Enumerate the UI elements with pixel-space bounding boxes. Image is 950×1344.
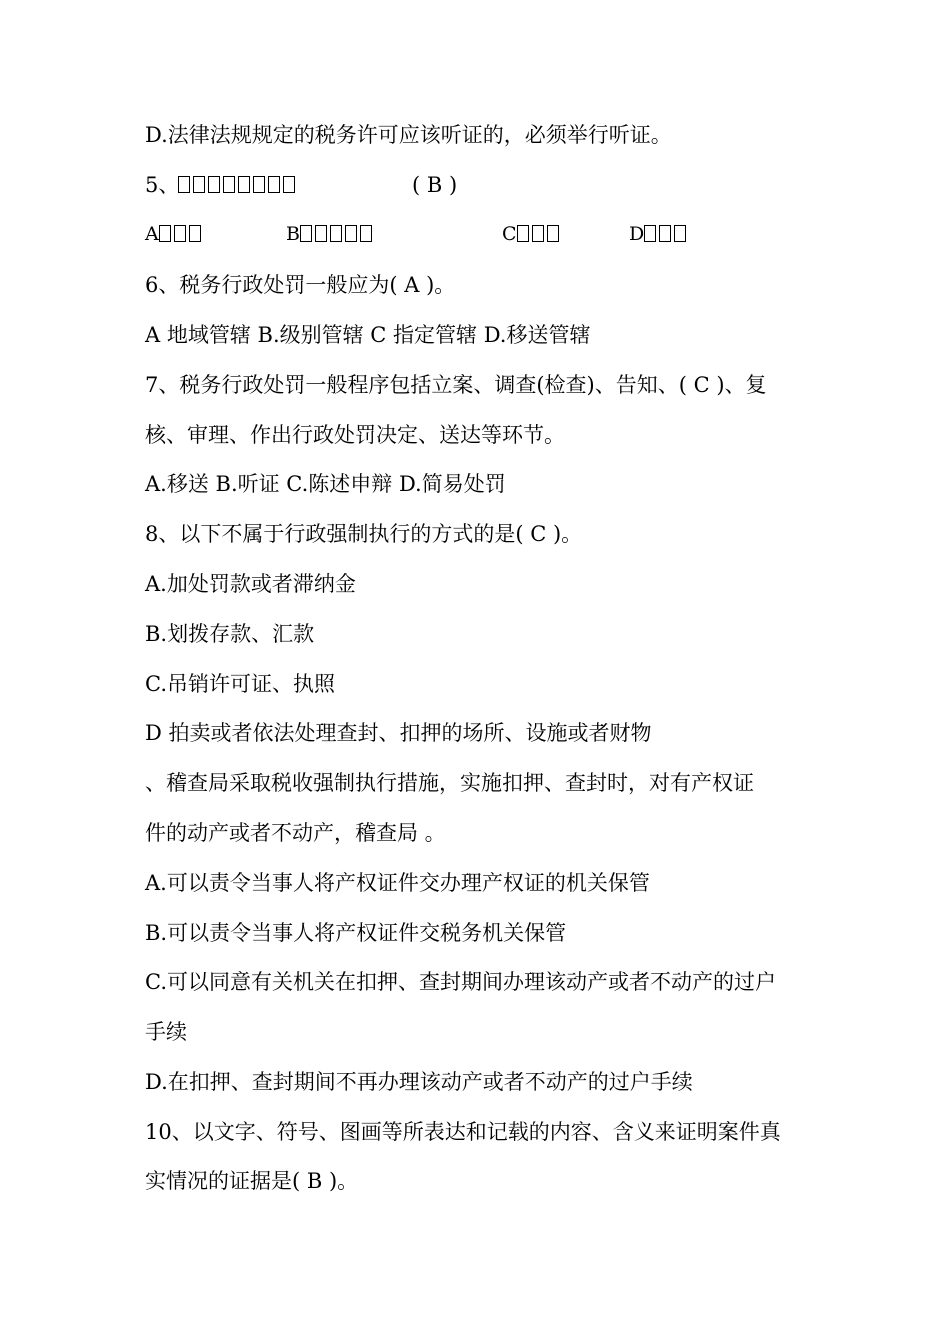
q5-option-c-letter: C [502,223,517,245]
q8-option-a: A.加处罚款或者滞纳金 [145,572,356,596]
q4-option-d: D.法律法规规定的税务许可应该听证的，必须举行听证。 [145,123,672,147]
q9-option-b: B.可以责令当事人将产权证件交税务机关保管 [145,921,567,945]
q5-answer: ( B ) [412,173,458,197]
q8-option-d: D 拍卖或者依法处理查封、扣押的场所、设施或者财物 [145,721,652,745]
q10-question-line1: 10、以文字、符号、图画等所表达和记载的内容、含义来证明案件真 [145,1120,781,1144]
q10-question-line2: 实情况的证据是( B )。 [145,1169,359,1193]
q7-options: A.移送 B.听证 C.陈述申辩 D.简易处罚 [145,472,506,496]
q8-option-b: B.划拨存款、汇款 [145,622,315,646]
q5-option-b [286,221,375,247]
q7-question-line2: 核、审理、作出行政处罚决定、送达等环节。 [145,423,565,447]
q5-option-a-letter: A [145,223,159,245]
q5-option-d [629,221,689,247]
q5-number: 5、 [145,173,180,197]
q9-option-c-line1: C.可以同意有关机关在扣押、查封期间办理该动产或者不动产的过户 [145,970,776,994]
q9-question-line2: 件的动产或者不动产，稽查局 。 [145,821,446,845]
q9-option-c-line2: 手续 [145,1020,187,1044]
q6-question: 6、税务行政处罚一般应为( A )。 [145,273,456,297]
q5-option-d-letter: D [629,223,645,245]
q8-question: 8、以下不属于行政强制执行的方式的是( C )。 [145,522,583,546]
q5-option-b-letter: B [286,223,300,245]
q5-option-a [145,221,204,247]
q9-option-a: A.可以责令当事人将产权证件交办理产权证的机关保管 [145,871,650,895]
q5-missing-glyphs [178,172,298,198]
q7-question-line1: 7、税务行政处罚一般程序包括立案、调查(检查)、告知、( C )、复 [145,373,767,397]
q9-question-line1: 、稽查局采取税收强制执行措施，实施扣押、查封时，对有产权证 [145,771,754,795]
q5-option-c [502,221,562,247]
q8-option-c: C.吊销许可证、执照 [145,672,335,696]
q9-option-d: D.在扣押、查封期间不再办理该动产或者不动产的过户手续 [145,1070,693,1094]
q6-options: A 地域管辖 B.级别管辖 C 指定管辖 D.移送管辖 [145,323,591,347]
